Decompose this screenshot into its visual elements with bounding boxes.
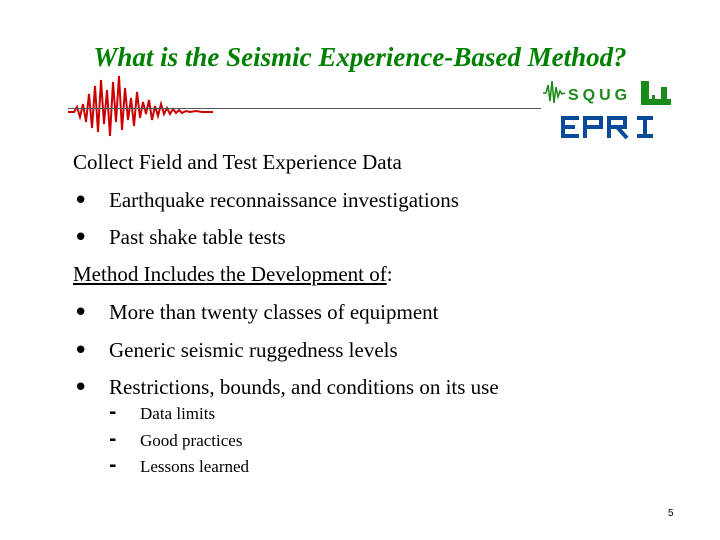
- bullet-dot: •: [73, 336, 89, 366]
- bullet-text: Restrictions, bounds, and conditions on its use: [109, 375, 499, 399]
- epri-logo: [557, 113, 665, 141]
- slide-title: What is the Seismic Experience-Based Method?: [93, 42, 627, 72]
- sub-item-text: Good practices: [140, 431, 243, 450]
- page-number: 5: [668, 508, 674, 519]
- sub-item-text: Lessons learned: [140, 457, 250, 476]
- squg-logo: [541, 75, 675, 109]
- section-heading-collect: Collect Field and Test Experience Data: [73, 150, 402, 174]
- bullet-dot: •: [73, 298, 89, 328]
- dash-marker: -: [109, 402, 117, 423]
- heading-underlined-text: Method Includes the Development of: [73, 262, 387, 286]
- svg-text:SQUG: SQUG: [568, 87, 632, 104]
- bullet-dot: •: [73, 186, 89, 216]
- bullet-text: Earthquake reconnaissance investigations: [109, 188, 459, 212]
- bullet-dot: •: [73, 373, 89, 403]
- bullet-text: More than twenty classes of equipment: [109, 300, 439, 324]
- bullet-text: Past shake table tests: [109, 225, 286, 249]
- section-heading-method: [73, 262, 393, 287]
- sub-item-text: Data limits: [140, 404, 216, 423]
- heading-colon: :: [386, 262, 393, 286]
- dash-marker: -: [109, 429, 117, 450]
- bullet-text: Generic seismic ruggedness levels: [109, 338, 398, 362]
- seismogram-graphic: [68, 74, 213, 138]
- dash-marker: -: [109, 455, 117, 476]
- bullet-dot: •: [73, 223, 89, 253]
